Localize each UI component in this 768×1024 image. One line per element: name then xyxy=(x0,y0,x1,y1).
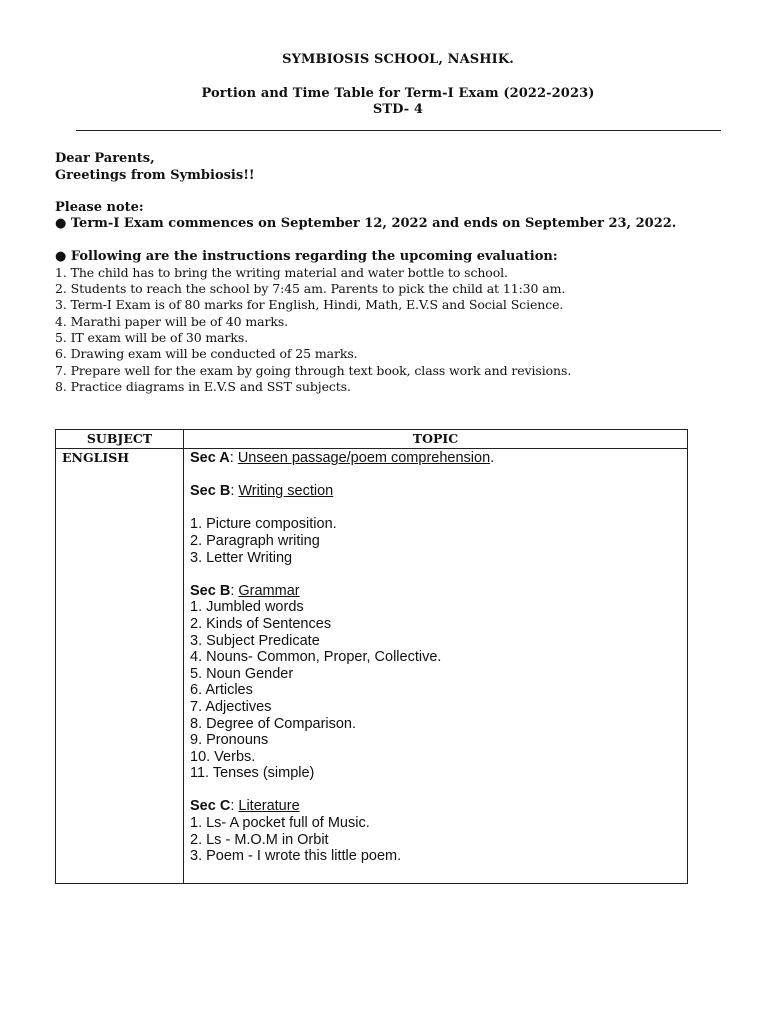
sec-b-writing-title: Writing section xyxy=(238,483,334,500)
list-item: 11. Tenses (simple) xyxy=(190,765,315,782)
instruction-item: 6. Drawing exam will be conducted of 25 marks. xyxy=(55,346,358,361)
list-item: 3. Poem - I wrote this little poem. xyxy=(190,848,402,865)
list-item: 8. Degree of Comparison. xyxy=(190,715,357,732)
topic-cell xyxy=(184,449,688,884)
greeting: Greetings from Symbiosis!! xyxy=(55,168,255,183)
portion-table xyxy=(55,429,688,884)
sec-a-label: Sec A xyxy=(190,450,230,466)
instruction-item: 1. The child has to bring the writing material and water bottle to school. xyxy=(55,265,508,280)
list-item: 2. Kinds of Sentences xyxy=(190,615,332,632)
sec-b-writing-line: Sec B: Writing section xyxy=(190,483,334,500)
table-row xyxy=(56,449,688,884)
sec-c-title: Literature xyxy=(238,798,300,815)
sec-a-line: Sec A: Unseen passage/poem comprehension. xyxy=(190,450,495,466)
table-header-row xyxy=(56,430,688,449)
sec-b-grammar-label: Sec B xyxy=(190,582,231,599)
instruction-item: 5. IT exam will be of 30 marks. xyxy=(55,330,249,345)
sec-c-line: Sec C: Literature xyxy=(190,798,300,815)
standard-label: STD- 4 xyxy=(372,102,424,117)
list-item: 6. Articles xyxy=(190,682,253,699)
instruction-item: 2. Students to reach the school by 7:45 am. Parents to pick the child at 11:30 am. xyxy=(55,281,566,296)
school-name: SYMBIOSIS SCHOOL, NASHIK. xyxy=(282,52,514,67)
instruction-item: 3. Term-I Exam is of 80 marks for English, Hindi, Math, E.V.S and Social Science. xyxy=(55,297,564,312)
list-item: 2. Paragraph writing xyxy=(190,532,320,549)
exam-dates-bullet: ● Term-I Exam commences on September 12, 2022 and ends on September 23, 2022. xyxy=(55,216,677,231)
subject-column-header: SUBJECT xyxy=(56,430,184,449)
list-item: 9. Pronouns xyxy=(190,732,269,749)
list-item: 3. Subject Predicate xyxy=(190,632,320,649)
list-item: 2. Ls - M.O.M in Orbit xyxy=(190,831,329,848)
salutation: Dear Parents, xyxy=(55,151,155,166)
list-item: 1. Picture composition. xyxy=(190,516,337,533)
list-item: 1. Ls- A pocket full of Music. xyxy=(190,815,370,832)
instructions-heading: ● Following are the instructions regarding the upcoming evaluation: xyxy=(55,249,558,264)
list-item: 4. Nouns- Common, Proper, Collective. xyxy=(190,649,442,666)
list-item: 5. Noun Gender xyxy=(190,665,294,682)
sec-b-grammar-title: Grammar xyxy=(238,582,300,599)
sec-c-label: Sec C xyxy=(190,798,231,815)
list-item: 1. Jumbled words xyxy=(190,599,304,616)
instruction-item: 4. Marathi paper will be of 40 marks. xyxy=(55,314,289,329)
instruction-item: 7. Prepare well for the exam by going through text book, class work and revisions. xyxy=(55,363,572,378)
note-label: Please note: xyxy=(55,200,144,215)
sec-b-writing-label: Sec B xyxy=(190,483,231,500)
sec-b-grammar-line: Sec B: Grammar xyxy=(190,582,300,599)
document-title: Portion and Time Table for Term-I Exam (2022-2023) xyxy=(201,86,595,101)
instruction-item: 8. Practice diagrams in E.V.S and SST subjects. xyxy=(55,379,351,394)
list-item: 3. Letter Writing xyxy=(190,549,293,566)
list-item: 7. Adjectives xyxy=(190,698,272,715)
sec-a-title: Unseen passage/poem comprehension xyxy=(237,450,491,466)
list-item: 10. Verbs. xyxy=(190,748,256,765)
header-divider xyxy=(76,130,721,131)
topic-column-header: TOPIC xyxy=(184,430,688,449)
subject-cell: ENGLISH xyxy=(56,449,184,884)
